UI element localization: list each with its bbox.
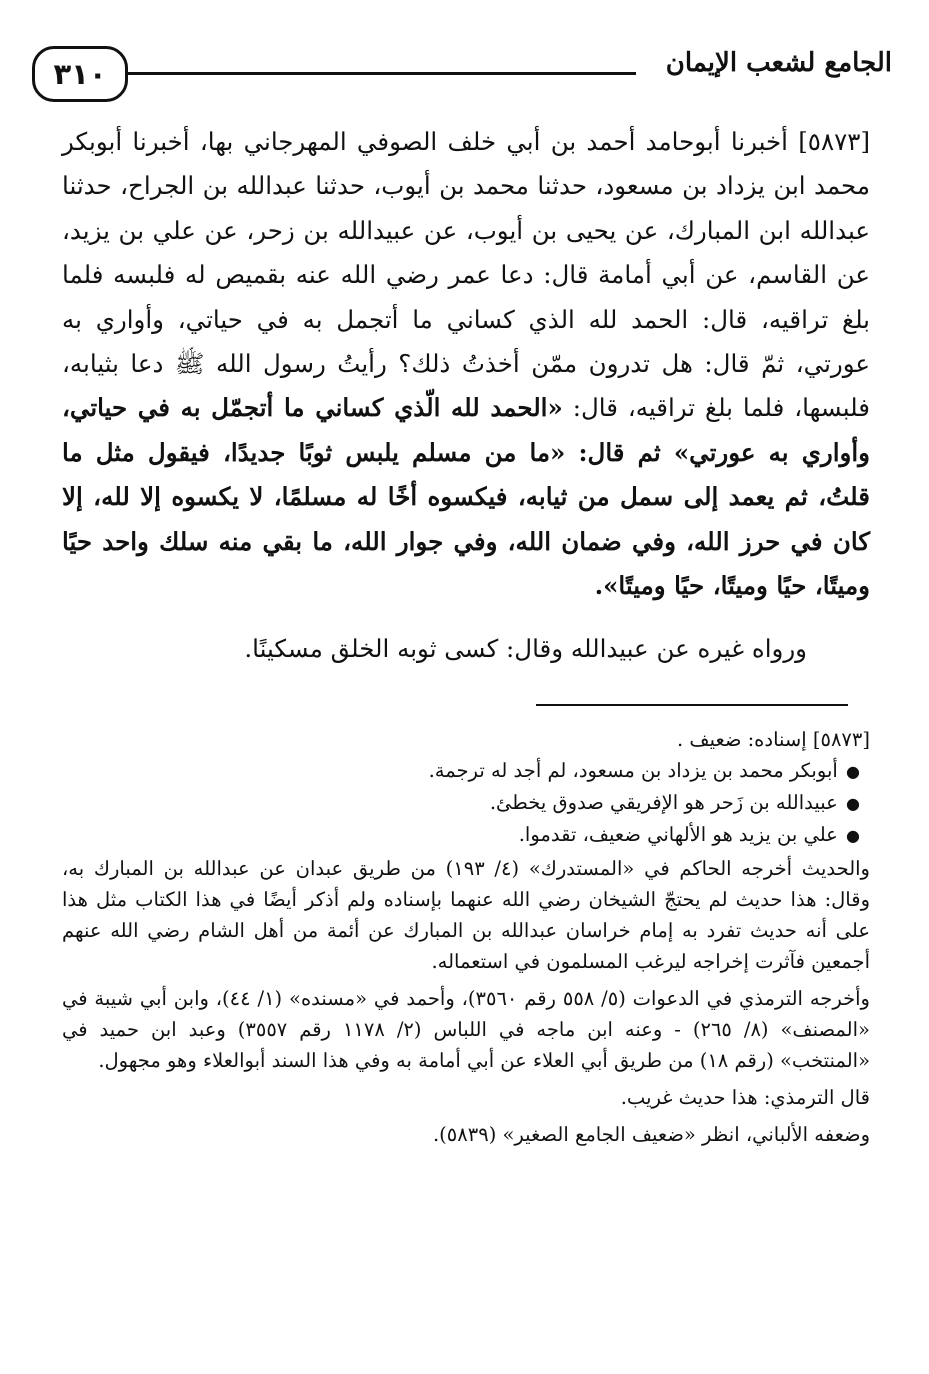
narrator-note-text: عبيدالله بن زَحر هو الإفريقي صدوق يخطئ. [489, 791, 838, 814]
tirmidhi-takhrij: وأخرجه الترمذي في الدعوات (٥/ ٥٥٨ رقم ٣٥٦٠)، وأحمد في «مسنده» (١/ ٤٤)، وابن أبي شيبة في «المصنف» (٨/ ٢٦٥) - وعنه ابن ماجه في اللباس (٢/ ١١٧٨ رقم ٣٥٥٧) وعبد ابن حميد في «المنتخب» (رقم ١٨) من طريق أبي العلاء عن أبي أمامة به وفي هذا السند أبوالعلاء وهو مجهول. [62, 987, 870, 1072]
tirmidhi-grade: قال الترمذي: هذا حديث غريب. [620, 1086, 870, 1109]
albani-grade: وضعفه الألباني، انظر «ضعيف الجامع الصغير» (٥٨٣٩). [432, 1123, 870, 1146]
footnote-divider [536, 704, 848, 706]
isnad-grade: [٥٨٧٣] إسناده: ضعيف . [676, 728, 870, 751]
hadith-paragraph [62, 120, 870, 608]
bullet-icon: ● [846, 826, 860, 845]
narrator-note [62, 755, 860, 787]
page-number: ٣١٠ [32, 46, 128, 102]
narrator-note-text: علي بن يزيد هو الألهاني ضعيف، تقدموا. [518, 823, 838, 846]
bullet-icon: ● [846, 794, 860, 813]
narrator-note [62, 819, 860, 851]
narrator-note-text: أبوبكر محمد بن يزداد بن مسعود، لم أجد له ترجمة. [428, 759, 838, 782]
header-rule [128, 72, 636, 75]
running-title: الجامع لشعب الإيمان [665, 48, 892, 78]
footnotes [62, 724, 870, 1150]
hadith-isnad-text: [٥٨٧٣] أخبرنا أبوحامد أحمد بن أبي خلف الصوفي المهرجاني بها، أخبرنا أبوبكر محمد ابن يزداد بن مسعود، حدثنا محمد بن أيوب، حدثنا عبدالله بن الجراح، حدثنا عبدالله ابن المبارك، عن يحيى بن أيوب، عن عبيدالله بن زحر، عن علي بن يزيد، عن القاسم، عن أبي أمامة قال: دعا عمر رضي الله عنه بقميص له فلبسه فلما بلغ تراقيه، قال: الحمد لله الذي كساني ما أتجمل به في حياتي، وأواري به عورتي، ثمّ قال: هل تدرون ممّن أخذتُ ذلك؟ رأيتُ رسول الله ﷺ دعا بثيابه، فلبسها، فلما بلغ تراقيه، قال: [62, 127, 870, 423]
bullet-icon: ● [846, 762, 860, 781]
hakim-takhrij: والحديث أخرجه الحاكم في «المستدرك» (٤/ ١٩٣) من طريق عبدان عن عبدالله بن المبارك به، وقال: هذا حديث لم يحتجّ الشيخان رضي الله عنهما بإسناده ولم أذكر أيضًا في هذا الكتاب مثل هذا على أنه حديث تفرد به إمام خراسان عبدالله بن المبارك عن أئمة من أهل الشام رضي الله عنهم أجمعين فآثرت إخراجه ليرغب المسلمون في استعماله. [62, 857, 870, 973]
page-header [32, 38, 892, 102]
narrator-note [62, 787, 860, 819]
narrator-notes-list [62, 755, 870, 851]
alternate-narration: ورواه غيره عن عبيدالله وقال: كسى ثوبه الخلق مسكينًا. [244, 634, 807, 663]
hadith-quote: «الحمد لله الّذي كساني ما أتجمّل به في حياتي، وأواري به عورتي» ثم قال: «ما من مسلم يلبس ثوبًا جديدًا، فيقول مثل ما قلتُ، ثم يعمد إلى سمل من ثيابه، فيكسوه أخًا له مسلمًا، لا يكسوه إلا لله، إلا كان في حرز الله، وفي ضمان الله، وفي جوار الله، ما بقي منه سلك واحد حيًا وميتًا، حيًا وميتًا، حيًا وميتًا». [62, 393, 870, 601]
